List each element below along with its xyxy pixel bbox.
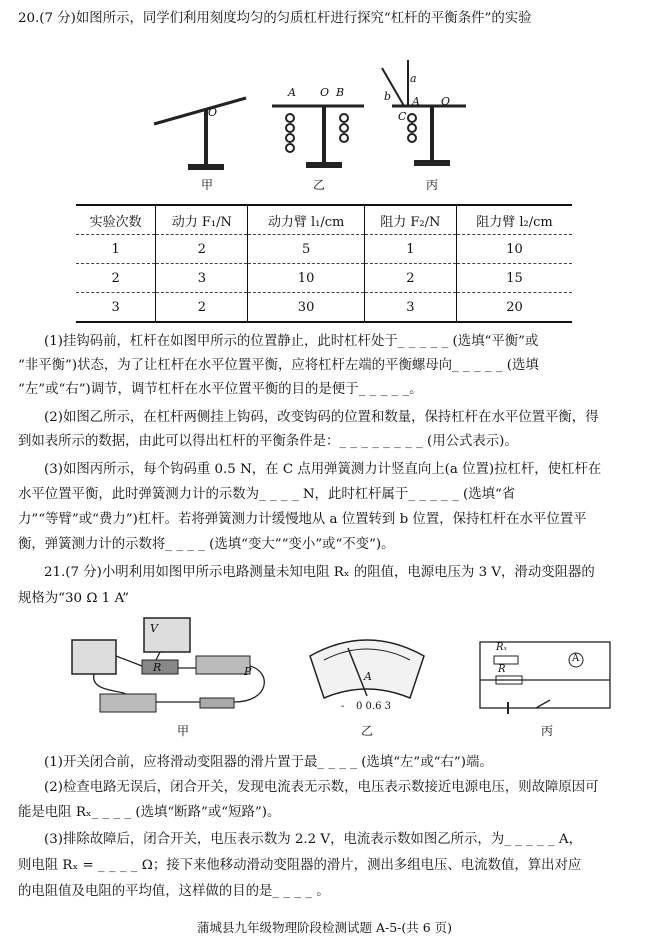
q20-part1-line2: “非平衡”)状态，为了让杠杆在水平位置平衡，应将杠杆左端的平衡螺母向_ _ _ _ _ (选填 — [18, 358, 539, 373]
dial-unit-label: A — [364, 670, 372, 683]
lever-data-table — [76, 204, 572, 323]
fig-bing-point-c: C — [398, 110, 407, 123]
table-cell: 10 — [456, 235, 572, 264]
hanging-weights — [408, 114, 416, 142]
q20-stem: 20.(7 分)如图所示，同学们利用刻度均匀的匀质杠杆进行探究“杠杆的平衡条件”的实验 — [18, 11, 532, 26]
fig-yi-label: 乙 — [313, 178, 326, 192]
table-header-cell: 动力 F₁/N — [156, 205, 248, 235]
figure-lever-tilted — [150, 84, 250, 174]
table-cell: 2 — [364, 264, 456, 293]
q21-stem-line2: 规格为“30 Ω 1 A” — [18, 591, 129, 606]
ammeter-device — [72, 640, 116, 674]
voltmeter-label: V — [150, 622, 158, 635]
tilted-lever — [154, 98, 246, 124]
rheostat — [196, 656, 250, 674]
lever-stand-base — [188, 164, 224, 170]
dial-minus-terminal: - — [341, 701, 345, 712]
fig-bing-point-a: A — [412, 95, 420, 108]
fig-bing-point-a-direction: a — [410, 72, 417, 85]
table-cell: 15 — [456, 264, 572, 293]
figure-lever-balanced — [268, 100, 368, 175]
table-header-row — [76, 205, 572, 235]
schematic-rx-label: Rₓ — [496, 642, 508, 653]
q21-part2-line2: 能是电阻 Rₓ_ _ _ _ (选填“断路”或“短路”)。 — [18, 805, 281, 820]
fig21-yi-label: 乙 — [361, 724, 374, 738]
fig-jia-label: 甲 — [201, 178, 214, 192]
schematic-r-label: R — [498, 664, 506, 675]
fig-bing-label: 丙 — [426, 178, 439, 192]
q20-part2-line2: 到如表所示的数据，由此可以得出杠杆的平衡条件是：_ _ _ _ _ _ _ _ (用公式表示)。 — [18, 434, 518, 449]
switch — [200, 698, 234, 708]
left-hook-weights — [286, 114, 294, 152]
table-cell: 2 — [156, 293, 248, 323]
table-row — [76, 264, 572, 293]
slider-label: P — [244, 665, 252, 678]
table-cell: 3 — [364, 293, 456, 323]
q20-part1-line3: “左”或“右”)调节，调节杠杆在水平位置平衡的目的是便于_ _ _ _ _。 — [18, 382, 423, 397]
q21-part3-line3: 的电阻值及电阻的平均值，这样做的目的是_ _ _ _ 。 — [18, 884, 330, 899]
right-hook-weights — [340, 114, 348, 142]
q20-part3-line1: (3)如图丙所示，每个钩码重 0.5 N，在 C 点用弹簧测力计竖直向上(a 位置)拉杠杆，使杠杆在 — [44, 462, 602, 477]
lever-stand-base — [306, 162, 342, 168]
fig-jia-pivot-label: O — [208, 106, 218, 119]
fig-bing-point-b-direction: b — [384, 90, 392, 103]
table-header-cell: 阻力 F₂/N — [364, 205, 456, 235]
table-cell: 30 — [248, 293, 364, 323]
fig-yi-point-o: O — [320, 86, 330, 99]
fig-bing-point-o: O — [441, 95, 451, 108]
q20-part3-line2: 水平位置平衡，此时弹簧测力计的示数为_ _ _ _ N，此时杠杆属于_ _ _ _ _ (选填“省 — [18, 487, 516, 502]
table-cell: 1 — [364, 235, 456, 264]
page-footer: 蒲城县九年级物理阶段检测试题 A-5-(共 6 页) — [196, 920, 453, 935]
table-header-cell: 动力臂 l₁/cm — [248, 205, 364, 235]
table-row — [76, 293, 572, 323]
q20-part3-line4: 衡，弹簧测力计的示数将_ _ _ _ (选填“变大”“变小”或“不变”)。 — [18, 537, 395, 552]
table-cell: 1 — [76, 235, 156, 264]
table-cell: 5 — [248, 235, 364, 264]
schematic-ammeter-label: A — [572, 653, 580, 664]
q21-stem-line1: 21.(7 分)小明利用如图甲所示电路测量未知电阻 Rₓ 的阻值，电源电压为 3 V，滑动变阻器的 — [44, 565, 595, 580]
fig21-bing-label: 丙 — [541, 724, 554, 738]
table-header-cell: 阻力臂 l₂/cm — [456, 205, 572, 235]
table-cell: 3 — [156, 264, 248, 293]
fig-yi-point-b: B — [336, 86, 345, 99]
table-cell: 2 — [156, 235, 248, 264]
table-cell: 10 — [248, 264, 364, 293]
battery-pack — [100, 694, 156, 712]
switch-symbol — [536, 700, 550, 708]
figure-lever-spring-scale — [376, 54, 476, 174]
table-cell: 2 — [76, 264, 156, 293]
table-header-cell: 实验次数 — [76, 205, 156, 235]
lever-stand-base — [414, 160, 450, 166]
table-cell: 3 — [76, 293, 156, 323]
resistor-rx-symbol — [494, 656, 518, 664]
q21-part1: (1)开关闭合前，应将滑动变阻器的滑片置于最_ _ _ _ (选填“左”或“右”)端。 — [44, 755, 493, 770]
q20-part1-line1: (1)挂钩码前，杠杆在如图甲所示的位置静止，此时杠杆处于_ _ _ _ _ (选填“平衡”或 — [44, 334, 539, 349]
fig21-jia-label: 甲 — [177, 724, 190, 738]
q20-part2-line1: (2)如图乙所示，在杠杆两侧挂上钩码，改变钩码的位置和数量，保持杠杆在水平位置平衡，得 — [44, 410, 599, 425]
dial-terminal-labels: 0 0.6 3 — [356, 701, 391, 712]
q21-part2-line1: (2)检查电路无误后，闭合开关，发现电流表无示数，电压表示数接近电源电压，则故障原因可 — [44, 780, 599, 795]
q21-part3-line1: (3)排除故障后，闭合开关，电压表示数为 2.2 V，电流表示数如图乙所示，为_ _ _ _ _ A， — [44, 832, 582, 847]
table-row — [76, 235, 572, 264]
q20-part3-line3: 力”“等臂”或“费力”)杠杆。若将弹簧测力计缓慢地从 a 位置转到 b 位置，保持杠杆在水平位置平 — [18, 512, 587, 527]
table-cell: 20 — [456, 293, 572, 323]
resistor-label: R — [153, 661, 162, 674]
fig-yi-point-a: A — [288, 86, 296, 99]
q21-part3-line2: 则电阻 Rₓ = _ _ _ _ Ω；接下来他移动滑动变阻器的滑片，测出多组电压、电流数值，算出对应 — [18, 858, 582, 873]
figure-circuit-physical — [60, 612, 290, 720]
